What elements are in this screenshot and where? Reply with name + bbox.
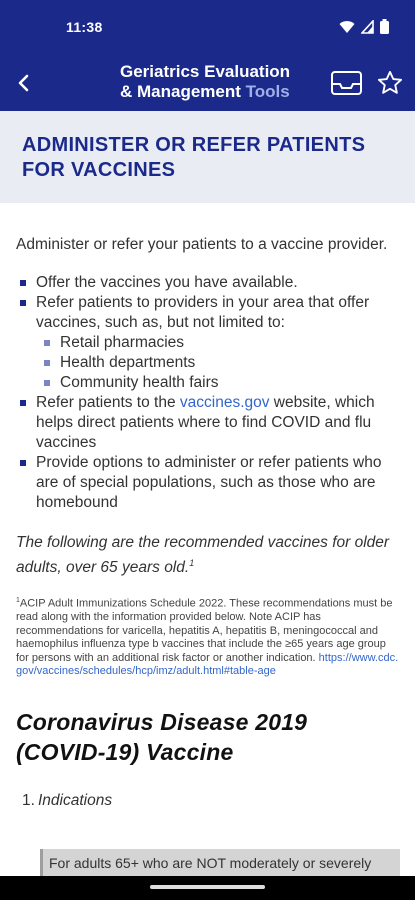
wifi-icon	[339, 20, 355, 34]
intro-text: Administer or refer your patients to a vaccine provider.	[16, 236, 388, 253]
home-gesture-handle[interactable]	[150, 885, 265, 889]
cdc-schedule-link[interactable]: https://www.cdc.gov/vaccines/schedules/hcp/imz/adult.html#table-age	[16, 651, 399, 678]
page-body	[0, 203, 415, 811]
app-title-line2-text: & Management	[120, 82, 246, 101]
app-title-tools: Tools	[245, 82, 290, 101]
inbox-icon[interactable]	[330, 70, 363, 97]
list-item	[18, 393, 399, 453]
sub-list-item: Health departments	[38, 353, 399, 373]
section-title-line2: (COVID-19) Vaccine	[16, 738, 234, 765]
page-title-line1: ADMINISTER OR REFER PATIENTS	[22, 134, 366, 156]
battery-icon	[380, 19, 389, 34]
app-title-line1: Geriatrics Evaluation	[120, 62, 291, 81]
page-header	[0, 111, 415, 203]
action-list	[16, 273, 399, 513]
app-title	[120, 62, 290, 102]
footnote-text: ACIP Adult Immunizations Schedule 2022. These recommendations must be read along with the information provided below. Note ACIP has recommendations for varicella, hepatitis A, hepatitis B, meningococcal and haemophilus influenza type b vaccines that include the ≥65 years age group for persons with an additional risk factor or another indication.	[16, 597, 393, 664]
recommendation-body: The following are the recommended vaccines for older adults, over 65 years old.	[16, 534, 390, 577]
system-nav-bar	[0, 876, 415, 900]
signal-icon	[361, 20, 374, 34]
star-icon[interactable]	[376, 69, 404, 97]
section-title-covid	[16, 707, 399, 767]
app-bar	[0, 55, 415, 111]
recommendation-text	[16, 533, 399, 578]
list-item: Offer the vaccines you have available.	[18, 273, 399, 293]
status-icons	[339, 19, 389, 34]
content-scroll[interactable]	[0, 111, 415, 876]
footnote-ref[interactable]: 1	[189, 558, 195, 568]
section-title-line1: Coronavirus Disease 2019	[16, 708, 308, 735]
footnote	[16, 594, 399, 679]
status-time: 11:38	[66, 19, 103, 35]
list-item-text: Refer patients to the	[36, 394, 180, 411]
list-item: Provide options to administer or refer patients who are of special populations, such as those who are homebound	[18, 453, 399, 513]
list-number: 1.	[22, 791, 35, 809]
sub-list-item: Retail pharmacies	[38, 333, 399, 353]
list-item-text: Refer patients to providers in your area that offer vaccines, such as, but not limited to:	[36, 294, 370, 331]
app-title-line2	[120, 82, 290, 102]
page-title	[22, 133, 395, 183]
callout-text: For adults 65+ who are NOT moderately or severely	[49, 855, 372, 871]
vaccines-gov-link[interactable]: vaccines.gov	[179, 394, 270, 411]
sub-list	[36, 333, 399, 393]
sub-list-item: Community health fairs	[38, 373, 399, 393]
list-item	[18, 293, 399, 393]
indications-item	[16, 791, 399, 811]
list-item-text: website, which helps direct patients where to find COVID and flu vaccines	[36, 394, 375, 451]
indications-label: Indications	[38, 791, 113, 809]
page-title-line2: FOR VACCINES	[22, 159, 176, 181]
footnote-number: 1	[16, 597, 20, 605]
back-arrow-icon[interactable]	[12, 69, 36, 97]
status-bar	[0, 0, 415, 55]
indications-callout	[40, 849, 400, 876]
